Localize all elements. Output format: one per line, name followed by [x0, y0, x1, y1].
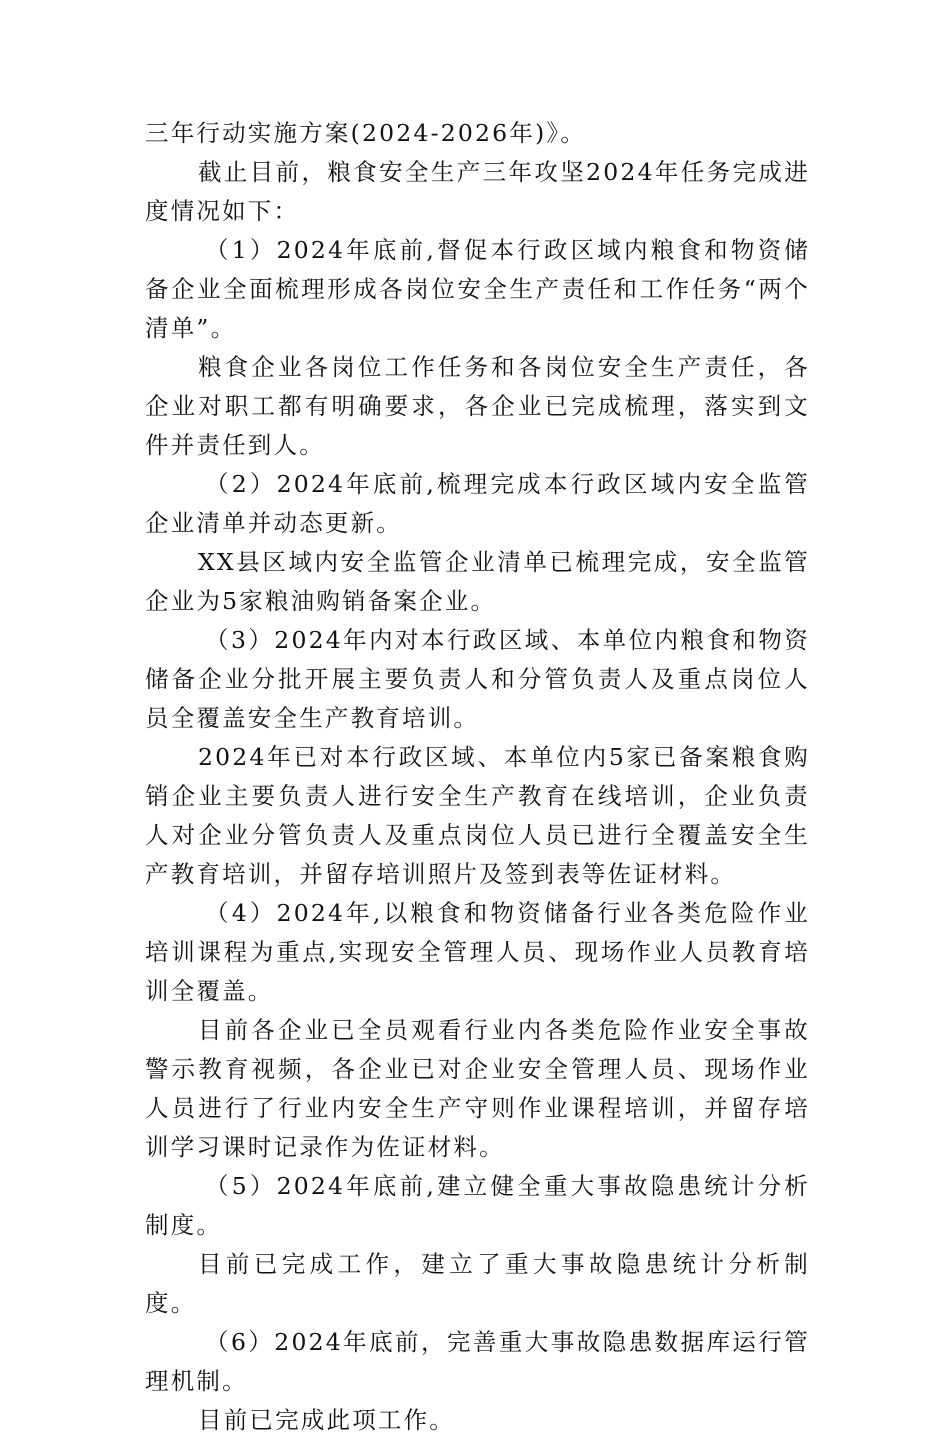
paragraph-task-5-status: 目前已完成工作，建立了重大事故隐患统计分析制度。 [145, 1250, 810, 1317]
paragraph-task-1: （1）2024年底前,督促本行政区域内粮食和物资储备企业全面梳理形成各岗位安全生产责任和工作任务“两个清单”。 [145, 236, 810, 342]
document-body [145, 114, 810, 1440]
paragraph-task-4-status: 目前各企业已全员观看行业内各类危险作业安全事故警示教育视频，各企业已对企业安全管理人员、现场作业人员进行了行业内安全生产守则作业课程培训，并留存培训学习课时记录作为佐证材料。 [145, 1016, 810, 1161]
paragraph-task-6: （6）2024年底前，完善重大事故隐患数据库运行管理机制。 [145, 1328, 810, 1395]
paragraph-progress-summary: 截止目前，粮食安全生产三年攻坚2024年任务完成进度情况如下： [145, 158, 810, 225]
paragraph-task-2-status: XX县区域内安全监管企业清单已梳理完成，安全监管企业为5家粮油购销备案企业。 [145, 548, 810, 615]
paragraph-task-4: （4）2024年,以粮食和物资储备行业各类危险作业培训课程为重点,实现安全管理人员、现场作业人员教育培训全覆盖。 [145, 899, 810, 1005]
paragraph-task-3-status: 2024年已对本行政区域、本单位内5家已备案粮食购销企业主要负责人进行安全生产教育在线培训，企业负责人对企业分管负责人及重点岗位人员已进行全覆盖安全生产教育培训，并留存培训照片及签到表等佐证材料。 [145, 743, 810, 888]
paragraph-task-2: （2）2024年底前,梳理完成本行政区域内安全监管企业清单并动态更新。 [145, 470, 810, 537]
paragraph-task-5: （5）2024年底前,建立健全重大事故隐患统计分析制度。 [145, 1172, 810, 1239]
paragraph-intro-continuation: 三年行动实施方案(2024-2026年)》。 [145, 119, 587, 147]
paragraph-task-1-status: 粮食企业各岗位工作任务和各岗位安全生产责任，各企业对职工都有明确要求，各企业已完成梳理，落实到文件并责任到人。 [145, 353, 810, 459]
paragraph-task-3: （3）2024年内对本行政区域、本单位内粮食和物资储备企业分批开展主要负责人和分管负责人及重点岗位人员全覆盖安全生产教育培训。 [145, 626, 810, 732]
paragraph-task-6-status: 目前已完成此项工作。 [198, 1406, 455, 1434]
